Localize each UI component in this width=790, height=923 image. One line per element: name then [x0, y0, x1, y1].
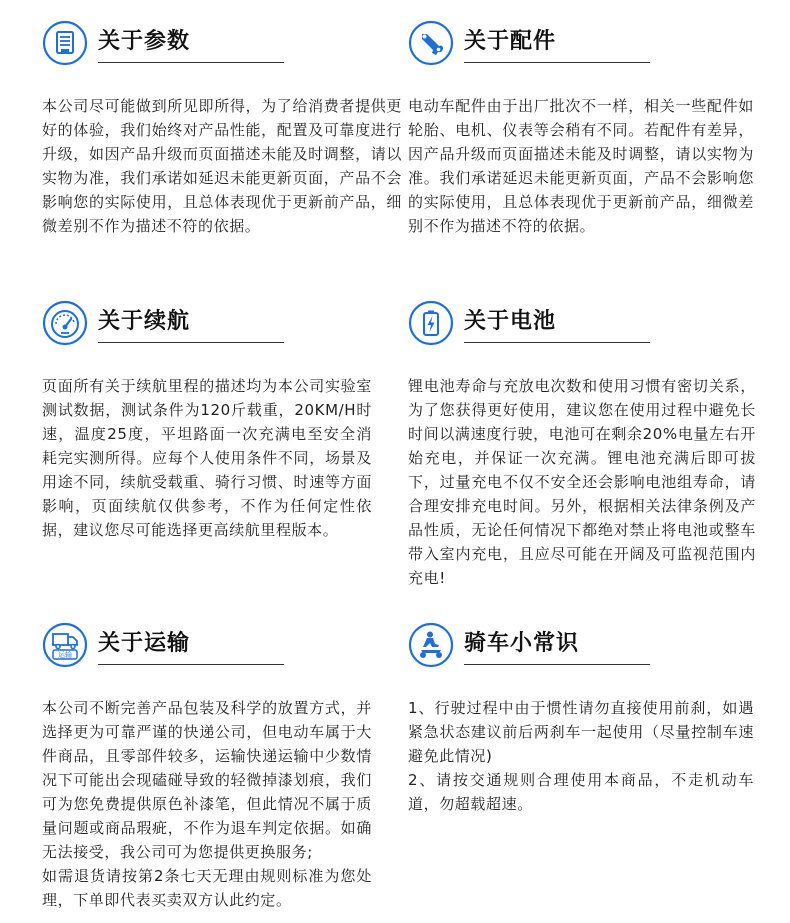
wrench-icon	[408, 20, 454, 66]
section-range	[42, 300, 372, 542]
delivery-truck-icon	[42, 622, 88, 668]
title-underline	[98, 342, 284, 343]
section-header	[408, 20, 754, 70]
section-title: 关于续航	[98, 309, 191, 334]
icon-label: 运输	[58, 651, 72, 659]
title-underline	[98, 664, 284, 665]
title-underline	[98, 62, 284, 63]
section-header	[408, 300, 756, 350]
section-riding-tips	[408, 622, 754, 816]
section-battery	[408, 300, 756, 590]
section-title: 关于配件	[464, 29, 557, 54]
section-header	[42, 622, 372, 672]
section-header	[42, 300, 372, 350]
section-body: 电动车配件由于出厂批次不一样，相关一些配件如轮胎、电机、仪表等会稍有不同。若配件有差异，因产品升级而页面描述未能及时调整，请以实物为准。我们承诺延迟未能更新页面，产品不会影响您的实际使用，且总体表现优于更新前产品，细微差别不作为描述不符的依据。	[408, 97, 754, 235]
section-title: 关于电池	[464, 309, 557, 334]
section-body: 锂电池寿命与充放电次数和使用习惯有密切关系，为了您获得更好使用，建议您在使用过程中避免长时间以满速度行驶，电池可在剩余20%电量左右开始充电，并保证一次充满。锂电池充满后即可拔下，过量充电不仅不安全还会影响电池组寿命，请合理安排充电时间。另外，根据相关法律条例及产品性质，无论任何情况下都绝对禁止将电池或整车带入室内充电，且应尽可能在开阔及可监视范围内充电!	[408, 377, 756, 587]
title-underline	[464, 342, 650, 343]
section-header	[408, 622, 754, 672]
section-body: 页面所有关于续航里程的描述均为本公司实验室测试数据，测试条件为120斤载重，20KM/H时速，温度25度，平坦路面一次充满电至安全消耗完实测所得。应每个人使用条件不同，场景及用途不同，续航受载重、骑行习惯、时速等方面影响，页面续航仅供参考，不作为任何定性依据，建议您尽可能选择更高续航里程版本。	[42, 377, 372, 539]
section-parameters	[42, 20, 402, 238]
document-icon	[42, 20, 88, 66]
section-header	[42, 20, 402, 70]
section-shipping	[42, 622, 372, 912]
rider-icon	[408, 622, 454, 668]
section-body: 本公司尽可能做到所见即所得，为了给消费者提供更好的体验，我们始终对产品性能，配置及可靠度进行升级，如因产品升级而页面描述未能及时调整，请以实物为准，我们承诺如延迟未能更新页面，产品不会影响您的实际使用，且总体表现优于更新前产品，细微差别不作为描述不符的依据。	[42, 97, 402, 235]
battery-icon	[408, 300, 454, 346]
section-title: 骑车小常识	[464, 631, 580, 656]
title-underline	[464, 664, 650, 665]
section-title: 关于参数	[98, 29, 191, 54]
section-accessories	[408, 20, 754, 238]
speedometer-icon	[42, 300, 88, 346]
title-underline	[464, 62, 650, 63]
section-title: 关于运输	[98, 631, 191, 656]
section-body: 本公司不断完善产品包装及科学的放置方式，并选择更为可靠严谨的快递公司，但电动车属于大件商品，且零部件较多，运输快递运输中少数情况下可能出会现磕碰导致的轻微掉漆划痕，我们可为您免费提供原色补漆笔，但此情况不属于质量问题或商品瑕疵，不作为退车判定依据。如确无法接受，我公司可为您提供更换服务; 如需退货请按第2条七天无理由规则标准为您处理，下单即代表买卖双方认此约定。	[42, 699, 372, 909]
section-body: 1、行驶过程中由于惯性请勿直接使用前刹，如遇紧急状态建议前后两刹车一起使用（尽量控制车速避免此情况) 2、请按交通规则合理使用本商品，不走机动车道，勿超载超速。	[408, 699, 754, 813]
